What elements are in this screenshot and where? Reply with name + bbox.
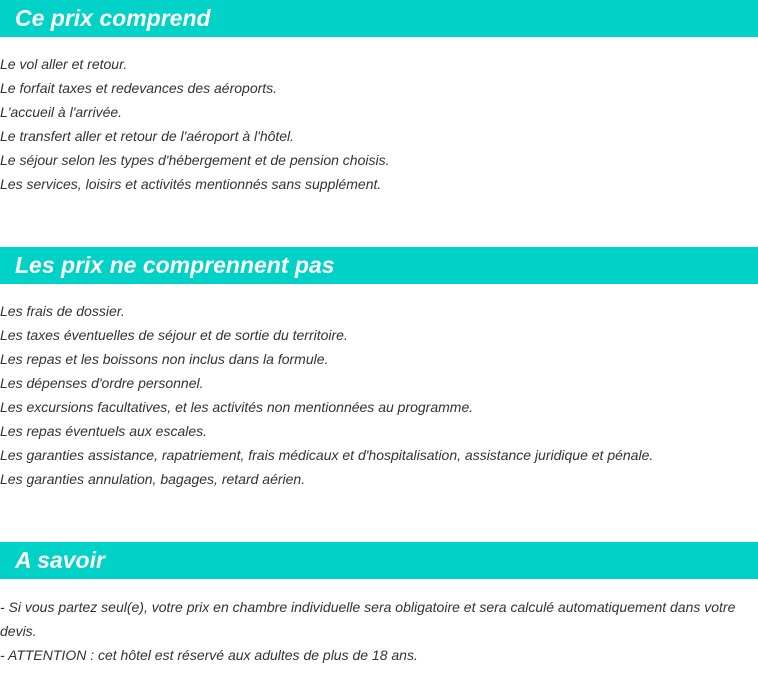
section-header-included [0,0,758,37]
list-item: Le forfait taxes et redevances des aéroports. [0,80,278,96]
section-header-not-included [0,247,758,284]
list-item: Les repas éventuels aux escales. [0,423,208,439]
list-item: Les garanties annulation, bagages, retard aérien. [0,471,306,487]
list-item: - ATTENTION : cet hôtel est réservé aux adultes de plus de 18 ans. [0,647,418,663]
list-item: Les services, loisirs et activités mentionnés sans supplément. [0,176,382,192]
list-item: - Si vous partez seul(e), votre prix en chambre individuelle sera obligatoire et sera calculé automatiquement dans votre devis. [0,599,736,639]
list-item: Le transfert aller et retour de l'aéroport à l'hôtel. [0,128,295,144]
list-item: Les dépenses d'ordre personnel. [0,375,204,391]
list-item: Les taxes éventuelles de séjour et de sortie du territoire. [0,327,348,343]
list-item: Les excursions facultatives, et les activités non mentionnées au programme. [0,399,474,415]
list-item: Le vol aller et retour. [0,56,128,72]
not-included-list [0,299,754,491]
good-to-know-list [0,595,754,667]
list-item: Le séjour selon les types d'hébergement et de pension choisis. [0,152,390,168]
list-item: Les garanties assistance, rapatriement, frais médicaux et d'hospitalisation, assistance juridique et pénale. [0,447,654,463]
section-title: Les prix ne comprennent pas [15,252,335,278]
list-item: Les repas et les boissons non inclus dans la formule. [0,351,329,367]
section-title: A savoir [15,547,105,573]
list-item: L'accueil à l'arrivée. [0,104,123,120]
included-list [0,52,754,196]
section-header-good-to-know [0,542,758,579]
list-item: Les frais de dossier. [0,303,125,319]
section-title: Ce prix comprend [15,5,211,31]
